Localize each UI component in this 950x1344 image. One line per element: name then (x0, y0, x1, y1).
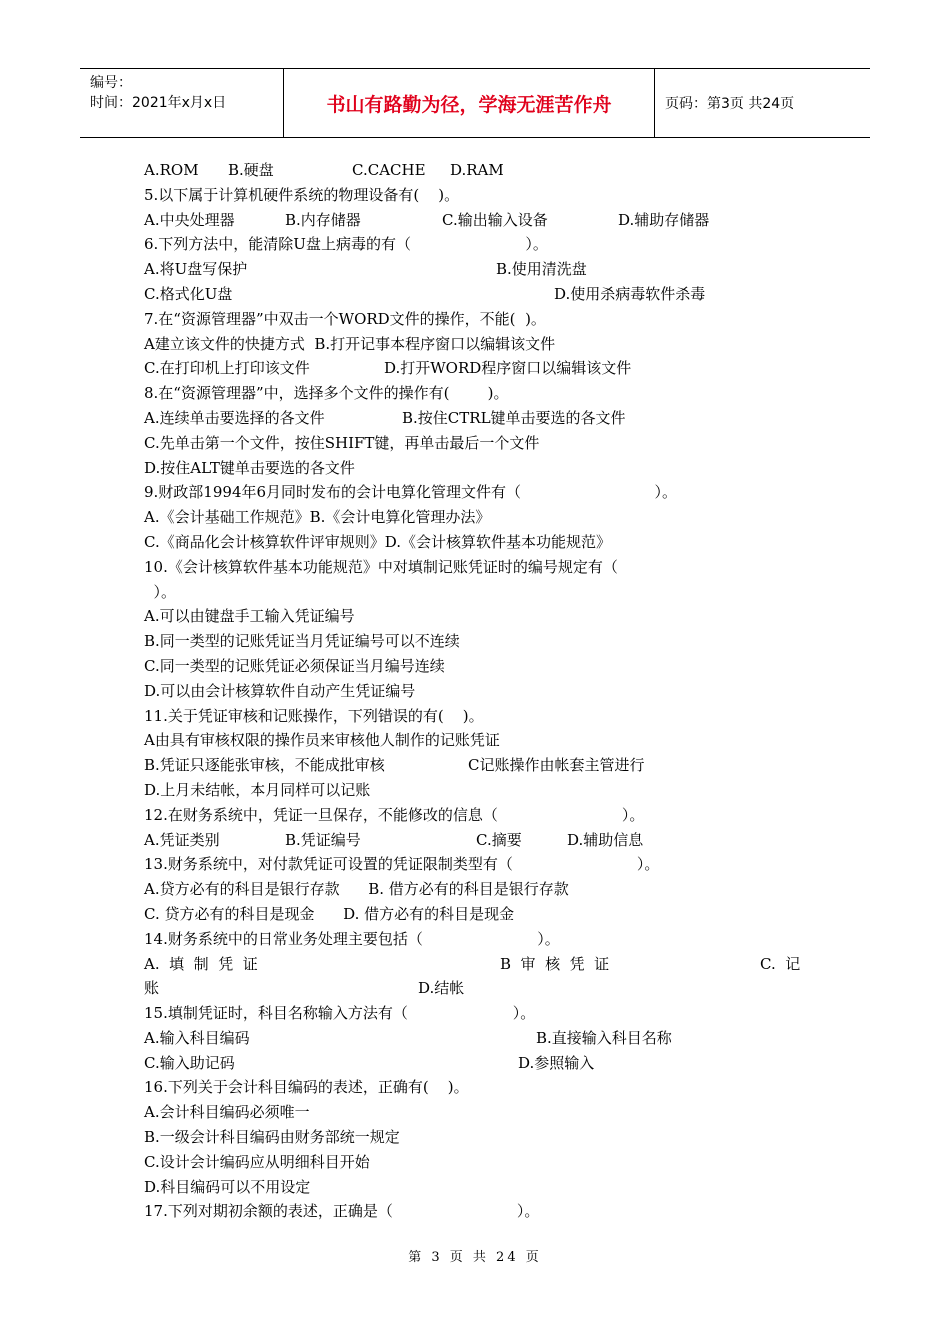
text-line (144, 828, 809, 853)
text-segment: B.直接输入科目名称 (536, 1028, 672, 1047)
text-segment: 17.下列对期初余额的表述，正确是（ ）。 (144, 1202, 540, 1221)
page-footer: 第 3 页 共 24 页 (408, 1250, 542, 1265)
text-segment: C.同一类型的记账凭证必须保证当月编号连续 (144, 656, 445, 675)
text-segment: A.连续单击要选择的各文件 (144, 408, 325, 427)
text-segment: 15.填制凭证时，科目名称输入方法有（ ）。 (144, 1004, 536, 1023)
text-segment: B.硬盘 (228, 161, 274, 179)
text-line (144, 580, 809, 605)
text-line (144, 1075, 809, 1100)
text-line (144, 381, 809, 406)
text-segment: A建立该文件的快捷方式 B.打开记事本程序窗口以编辑该文件 (144, 334, 556, 353)
text-line (144, 208, 809, 233)
text-segment: 13.财务系统中，对付款凭证可设置的凭证限制类型有（ ）。 (144, 855, 660, 874)
text-line (144, 480, 809, 505)
text-segment: D.辅助存储器 (618, 210, 710, 229)
text-segment: 14.财务系统中的日常业务处理主要包括（ ）。 (144, 929, 560, 948)
text-line (144, 232, 809, 257)
text-line (144, 927, 809, 952)
text-line (144, 456, 809, 481)
question-body (144, 158, 809, 1224)
text-segment: A.ROM (144, 161, 199, 179)
text-line (144, 902, 809, 927)
text-line (144, 1100, 809, 1125)
text-line (144, 852, 809, 877)
text-segment: C.摘要 (476, 830, 522, 849)
text-segment: A. 填 制 凭 证 (144, 954, 258, 973)
text-segment: 9.财政部1994年6月同时发布的会计电算化管理文件有（ ）。 (144, 483, 678, 502)
text-segment: B.一级会计科目编码由财务部统一规定 (144, 1128, 400, 1147)
text-segment: 5.以下属于计算机硬件系统的物理设备有( )。 (144, 185, 460, 204)
text-segment: 账 (144, 979, 160, 998)
text-segment: D.结帐 (418, 979, 465, 998)
text-line (144, 704, 809, 729)
text-line (144, 1026, 809, 1051)
text-segment: 16.下列关于会计科目编码的表述，正确有( )。 (144, 1078, 469, 1097)
text-line (144, 728, 809, 753)
text-segment: C.输入助记码 (144, 1053, 235, 1072)
text-segment: C.在打印机上打印该文件 (144, 359, 310, 378)
header-meta (80, 69, 283, 137)
text-segment: A.中央处理器 (144, 210, 235, 229)
text-line (144, 307, 809, 332)
text-line (144, 976, 809, 1001)
text-line (144, 257, 809, 282)
text-segment: ）。 (144, 582, 177, 601)
text-line (144, 654, 809, 679)
text-line (144, 803, 809, 828)
text-line (144, 604, 809, 629)
text-line (144, 877, 809, 902)
text-line (144, 1051, 809, 1076)
text-segment: D.按住ALT键单击要选的各文件 (144, 458, 355, 477)
text-segment: D.可以由会计核算软件自动产生凭证编号 (144, 681, 416, 700)
text-line (144, 1175, 809, 1200)
text-segment: B.使用清洗盘 (496, 260, 587, 279)
text-line (144, 406, 809, 431)
text-segment: A.会计科目编码必须唯一 (144, 1103, 310, 1122)
text-segment: B.按住CTRL键单击要选的各文件 (402, 408, 626, 427)
text-segment: D.打开WORD程序窗口以编辑该文件 (384, 359, 632, 378)
text-segment: A.将U盘写保护 (144, 260, 248, 279)
text-segment: C.输出输入设备 (442, 210, 548, 229)
text-line (144, 356, 809, 381)
text-line (144, 158, 809, 183)
text-segment: B.内存储器 (285, 210, 361, 229)
text-line (144, 530, 809, 555)
time-label: 时间：2021年x月x日 (90, 95, 227, 111)
text-segment: B.凭证只逐能张审核，不能成批审核 (144, 756, 385, 775)
text-line (144, 505, 809, 530)
text-segment: C记账操作由帐套主管进行 (468, 756, 645, 775)
text-line (144, 1001, 809, 1026)
text-line (144, 629, 809, 654)
text-segment: C. 记 (760, 954, 801, 973)
text-line (144, 431, 809, 456)
text-line (144, 1150, 809, 1175)
text-segment: A.《会计基础工作规范》B.《会计电算化管理办法》 (144, 508, 491, 527)
text-line (144, 1199, 809, 1224)
text-segment: D.使用杀病毒软件杀毒 (554, 284, 706, 303)
text-line (144, 183, 809, 208)
text-segment: 8.在“资源管理器”中，选择多个文件的操作有( )。 (144, 384, 509, 403)
serial-label: 编号： (90, 75, 132, 91)
text-segment: 12.在财务系统中，凭证一旦保存，不能修改的信息（ ）。 (144, 805, 645, 824)
text-line (144, 753, 809, 778)
text-segment: A由具有审核权限的操作员来审核他人制作的记账凭证 (144, 731, 500, 750)
text-line (144, 679, 809, 704)
text-segment: B.同一类型的记账凭证当月凭证编号可以不连续 (144, 632, 460, 651)
text-segment: A.输入科目编码 (144, 1028, 250, 1047)
text-segment: 6.下列方法中，能清除U盘上病毒的有（ ）。 (144, 235, 548, 254)
text-segment: C.先单击第一个文件，按住SHIFT键，再单击最后一个文件 (144, 433, 540, 452)
header-page-label: 页码：第3页 共24页 (665, 96, 795, 112)
text-line (144, 778, 809, 803)
text-segment: A.凭证类别 (144, 830, 220, 849)
text-segment: 11.关于凭证审核和记账操作，下列错误的有( )。 (144, 706, 484, 725)
text-segment: C.设计会计编码应从明细科目开始 (144, 1152, 370, 1171)
text-segment: C.《商品化会计核算软件评审规则》D.《会计核算软件基本功能规范》 (144, 532, 611, 551)
text-segment: D.科目编码可以不用设定 (144, 1177, 311, 1196)
text-line (144, 952, 809, 977)
text-line (144, 282, 809, 307)
text-line (144, 1125, 809, 1150)
text-line (144, 555, 809, 580)
text-segment: D.辅助信息 (567, 830, 644, 849)
text-segment: A.贷方必有的科目是银行存款 B. 借方必有的科目是银行存款 (144, 880, 569, 899)
text-segment: 10.《会计核算软件基本功能规范》中对填制记账凭证时的编号规定有（ (144, 557, 618, 576)
text-segment: C. 贷方必有的科目是现金 D. 借方必有的科目是现金 (144, 904, 515, 923)
text-segment: 7.在“资源管理器”中双击一个WORD文件的操作，不能( )。 (144, 309, 546, 328)
header-motto: 书山有路勤为径，学海无涯苦作舟 (283, 69, 655, 137)
text-segment: D.参照输入 (518, 1053, 595, 1072)
text-segment: C.格式化U盘 (144, 284, 233, 303)
text-segment: B 审 核 凭 证 (500, 954, 610, 973)
text-segment: D.上月未结帐，本月同样可以记账 (144, 780, 371, 799)
text-segment: D.RAM (450, 161, 504, 179)
page-header (80, 68, 870, 138)
text-segment: C.CACHE (352, 161, 426, 179)
text-segment: B.凭证编号 (285, 830, 361, 849)
text-line (144, 332, 809, 357)
text-segment: A.可以由键盘手工输入凭证编号 (144, 607, 355, 626)
